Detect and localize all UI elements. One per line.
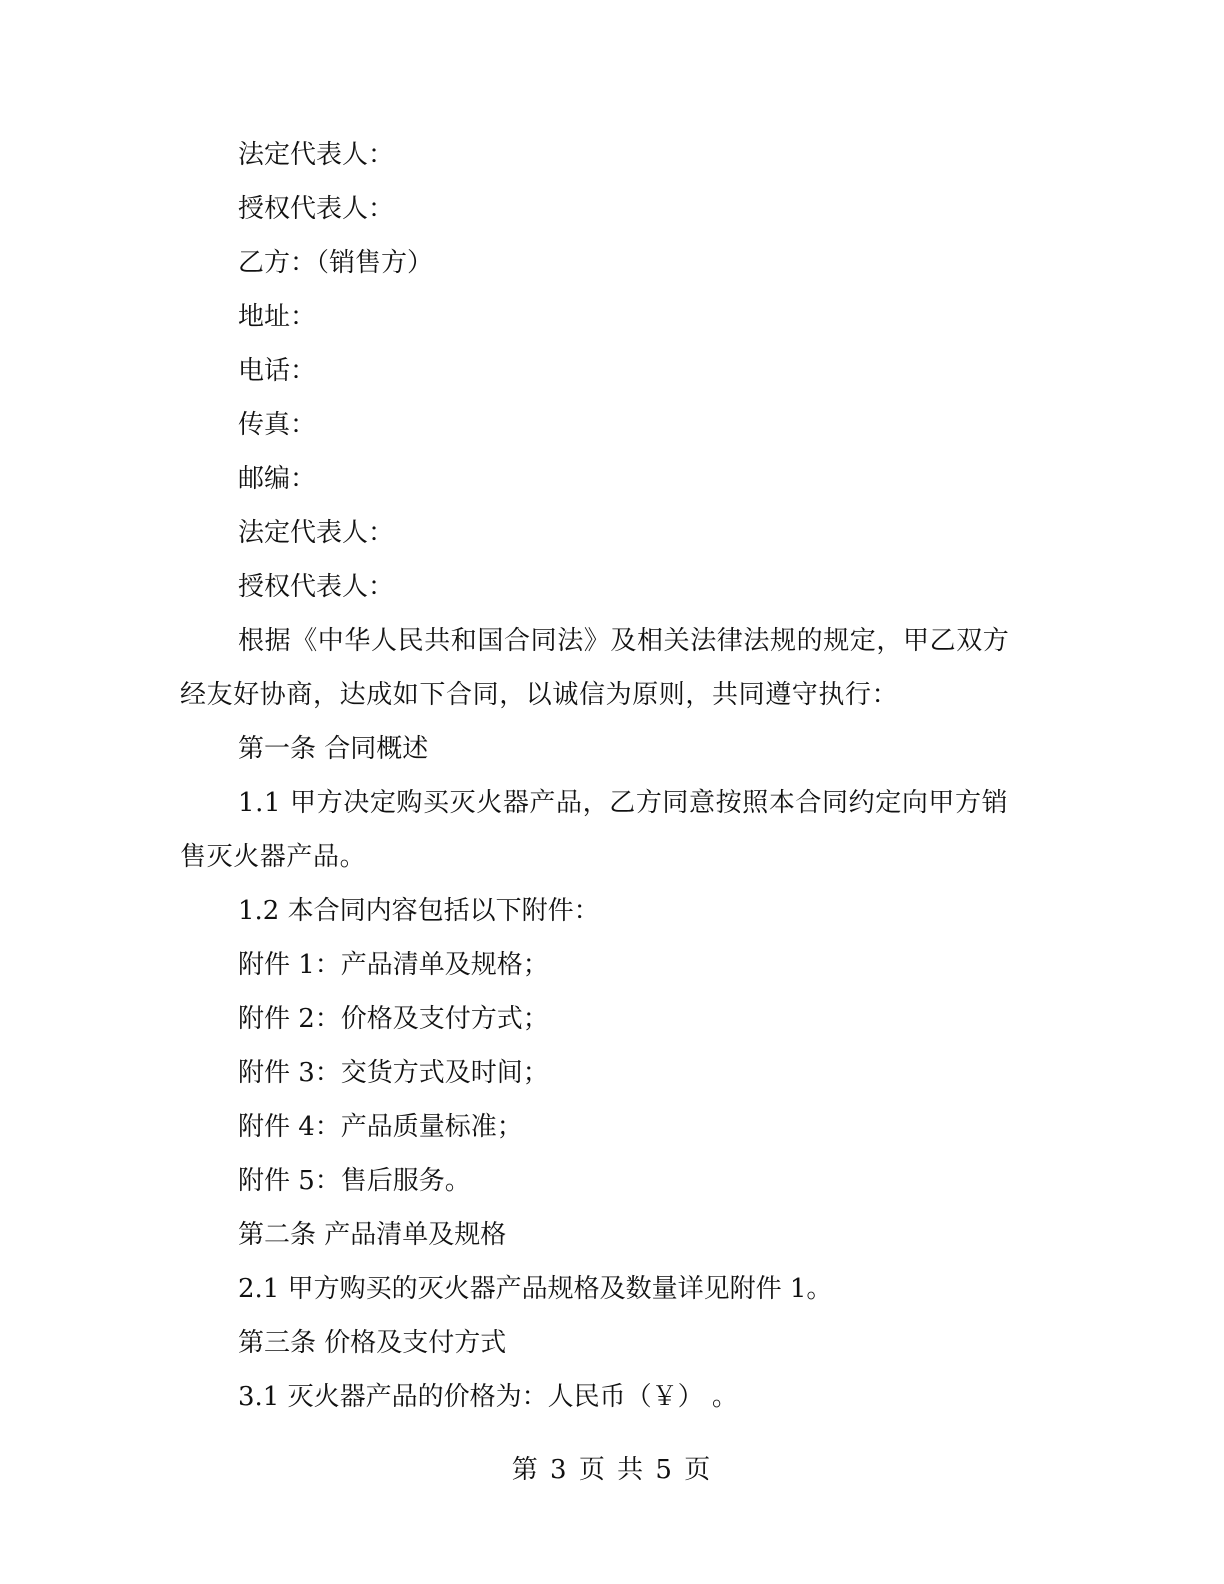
paragraph-preamble: 根据《中华人民共和国合同法》及相关法律法规的规定，甲乙双方经友好协商，达成如下合同，以诚信为原则，共同遵守执行： — [180, 626, 1010, 710]
clause-1-2: 1.2 本合同内容包括以下附件： — [238, 896, 600, 926]
text-line-fax: 传真： — [238, 410, 317, 440]
text-line-authorized-rep-a: 授权代表人： — [238, 194, 395, 224]
clause-3-1: 3.1 灭火器产品的价格为：人民币（￥） 。 — [238, 1382, 738, 1412]
article-1-heading: 第一条 合同概述 — [238, 734, 429, 764]
attachment-5: 附件 5：售后服务。 — [238, 1166, 471, 1196]
clause-1-1: 1.1 甲方决定购买灭火器产品，乙方同意按照本合同约定向甲方销售灭火器产品。 — [180, 788, 1009, 872]
attachment-2: 附件 2：价格及支付方式； — [238, 1004, 549, 1034]
text-line-address: 地址： — [238, 302, 317, 332]
text-line-postcode: 邮编： — [238, 464, 317, 494]
attachment-4: 附件 4：产品质量标准； — [238, 1112, 523, 1142]
text-line-legal-rep-a: 法定代表人： — [238, 140, 395, 170]
document-body — [180, 128, 1030, 1424]
attachment-3: 附件 3：交货方式及时间； — [238, 1058, 549, 1088]
text-line-party-b: 乙方：（销售方） — [238, 248, 434, 278]
attachment-1: 附件 1：产品清单及规格； — [238, 950, 549, 980]
text-line-authorized-rep-b: 授权代表人： — [238, 572, 395, 602]
article-3-heading: 第三条 价格及支付方式 — [238, 1328, 507, 1358]
clause-2-1: 2.1 甲方购买的灭火器产品规格及数量详见附件 1。 — [238, 1274, 833, 1304]
text-line-phone: 电话： — [238, 356, 317, 386]
text-line-legal-rep-b: 法定代表人： — [238, 518, 395, 548]
article-2-heading: 第二条 产品清单及规格 — [238, 1220, 507, 1250]
page-footer: 第 3 页 共 5 页 — [511, 1455, 713, 1485]
